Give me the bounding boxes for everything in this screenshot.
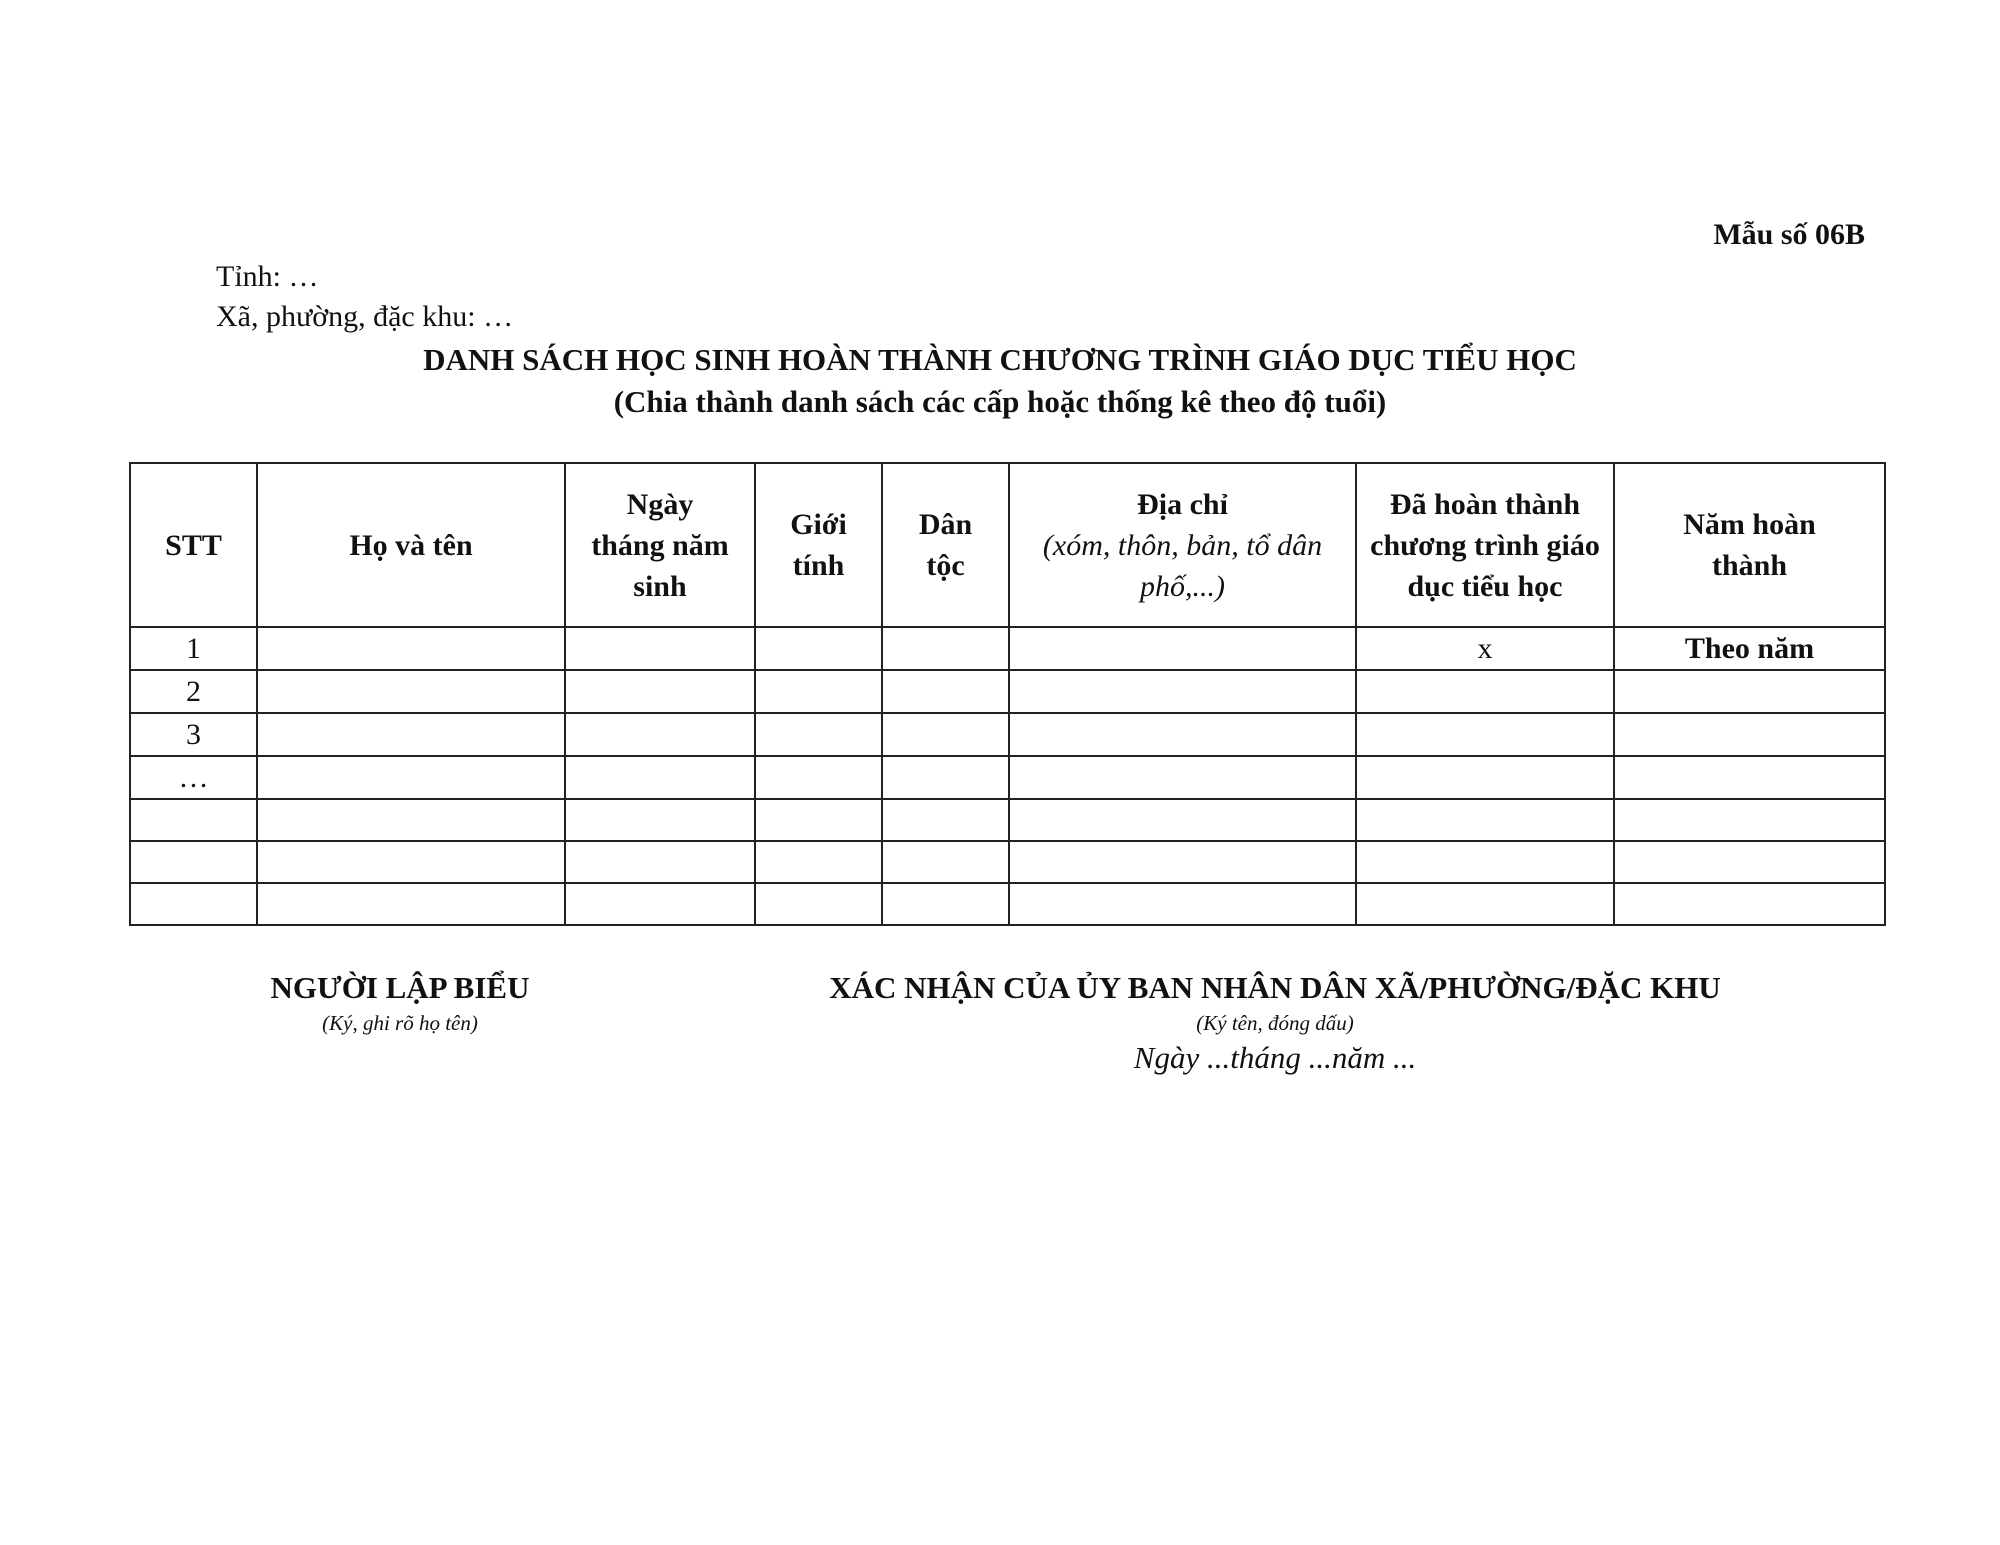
cell-ethnicity xyxy=(882,883,1009,925)
cell-gender xyxy=(755,627,882,670)
cell-completed xyxy=(1356,756,1614,799)
cell-stt: 1 xyxy=(130,627,257,670)
student-roster-table xyxy=(129,462,1886,926)
cell-ethnicity xyxy=(882,841,1009,883)
cell-year xyxy=(1614,883,1885,925)
header-completed: Đã hoàn thành chương trình giáo dục tiểu học xyxy=(1356,463,1614,627)
authority-signature-block xyxy=(700,968,1850,1078)
cell-dob xyxy=(565,670,755,713)
header-stt: STT xyxy=(130,463,257,627)
cell-dob xyxy=(565,841,755,883)
cell-address xyxy=(1009,670,1356,713)
cell-address xyxy=(1009,756,1356,799)
cell-year xyxy=(1614,713,1885,756)
cell-completed: x xyxy=(1356,627,1614,670)
cell-stt xyxy=(130,883,257,925)
header-address-title: Địa chỉ xyxy=(1137,487,1228,521)
header-name: Họ và tên xyxy=(257,463,565,627)
table-header-row xyxy=(130,463,1885,627)
cell-year xyxy=(1614,756,1885,799)
cell-address xyxy=(1009,883,1356,925)
cell-dob xyxy=(565,713,755,756)
table-row xyxy=(130,883,1885,925)
cell-year xyxy=(1614,670,1885,713)
cell-stt: … xyxy=(130,756,257,799)
cell-name xyxy=(257,756,565,799)
table-row xyxy=(130,713,1885,756)
header-address xyxy=(1009,463,1356,627)
cell-completed xyxy=(1356,841,1614,883)
cell-ethnicity xyxy=(882,670,1009,713)
cell-completed xyxy=(1356,883,1614,925)
cell-gender xyxy=(755,841,882,883)
table-row xyxy=(130,670,1885,713)
header-gender-text: Giới tính xyxy=(790,508,847,582)
cell-year xyxy=(1614,841,1885,883)
cell-dob xyxy=(565,627,755,670)
header-dob-text: Ngày tháng năm sinh xyxy=(591,487,729,603)
cell-address xyxy=(1009,713,1356,756)
cell-name xyxy=(257,799,565,841)
header-dob xyxy=(565,463,755,627)
header-year-text: Năm hoàn thành xyxy=(1683,508,1816,582)
cell-ethnicity xyxy=(882,799,1009,841)
cell-completed xyxy=(1356,713,1614,756)
authority-date: Ngày ...tháng ...năm ... xyxy=(1133,1040,1417,1075)
header-gender xyxy=(755,463,882,627)
header-ethnicity xyxy=(882,463,1009,627)
preparer-title: NGƯỜI LẬP BIỂU xyxy=(270,970,530,1005)
cell-gender xyxy=(755,756,882,799)
cell-address xyxy=(1009,799,1356,841)
cell-ethnicity xyxy=(882,756,1009,799)
table-row xyxy=(130,841,1885,883)
cell-ethnicity xyxy=(882,627,1009,670)
cell-completed xyxy=(1356,799,1614,841)
cell-ethnicity xyxy=(882,713,1009,756)
cell-gender xyxy=(755,883,882,925)
commune-label: Xã, phường, đặc khu: … xyxy=(216,300,514,333)
province-label: Tỉnh: … xyxy=(216,260,319,293)
cell-gender xyxy=(755,713,882,756)
cell-stt xyxy=(130,799,257,841)
cell-address xyxy=(1009,627,1356,670)
cell-dob xyxy=(565,756,755,799)
cell-address xyxy=(1009,841,1356,883)
cell-gender xyxy=(755,670,882,713)
cell-name xyxy=(257,841,565,883)
preparer-hint: (Ký, ghi rõ họ tên) xyxy=(322,1011,478,1035)
document-subtitle: (Chia thành danh sách các cấp hoặc thống kê theo độ tuổi) xyxy=(613,384,1387,419)
cell-completed xyxy=(1356,670,1614,713)
cell-dob xyxy=(565,799,755,841)
header-address-note: (xóm, thôn, bản, tổ dân phố,...) xyxy=(1042,528,1323,603)
table-row xyxy=(130,627,1885,670)
cell-stt xyxy=(130,841,257,883)
cell-name xyxy=(257,883,565,925)
cell-gender xyxy=(755,799,882,841)
form-code: Mẫu số 06B xyxy=(1713,218,1865,251)
cell-name xyxy=(257,670,565,713)
authority-hint: (Ký tên, đóng dấu) xyxy=(1196,1011,1354,1035)
cell-stt: 3 xyxy=(130,713,257,756)
table-row xyxy=(130,799,1885,841)
table-row xyxy=(130,756,1885,799)
cell-name xyxy=(257,627,565,670)
cell-year: Theo năm xyxy=(1614,627,1885,670)
cell-name xyxy=(257,713,565,756)
preparer-signature-block xyxy=(200,968,600,1038)
header-ethnicity-text: Dân tộc xyxy=(918,508,973,582)
document-title: DANH SÁCH HỌC SINH HOÀN THÀNH CHƯƠNG TRÌNH GIÁO DỤC TIỂU HỌC xyxy=(423,342,1577,377)
cell-stt: 2 xyxy=(130,670,257,713)
cell-dob xyxy=(565,883,755,925)
authority-title: XÁC NHẬN CỦA ỦY BAN NHÂN DÂN XÃ/PHƯỜNG/ĐẶC KHU xyxy=(829,970,1721,1005)
header-year xyxy=(1614,463,1885,627)
cell-year xyxy=(1614,799,1885,841)
